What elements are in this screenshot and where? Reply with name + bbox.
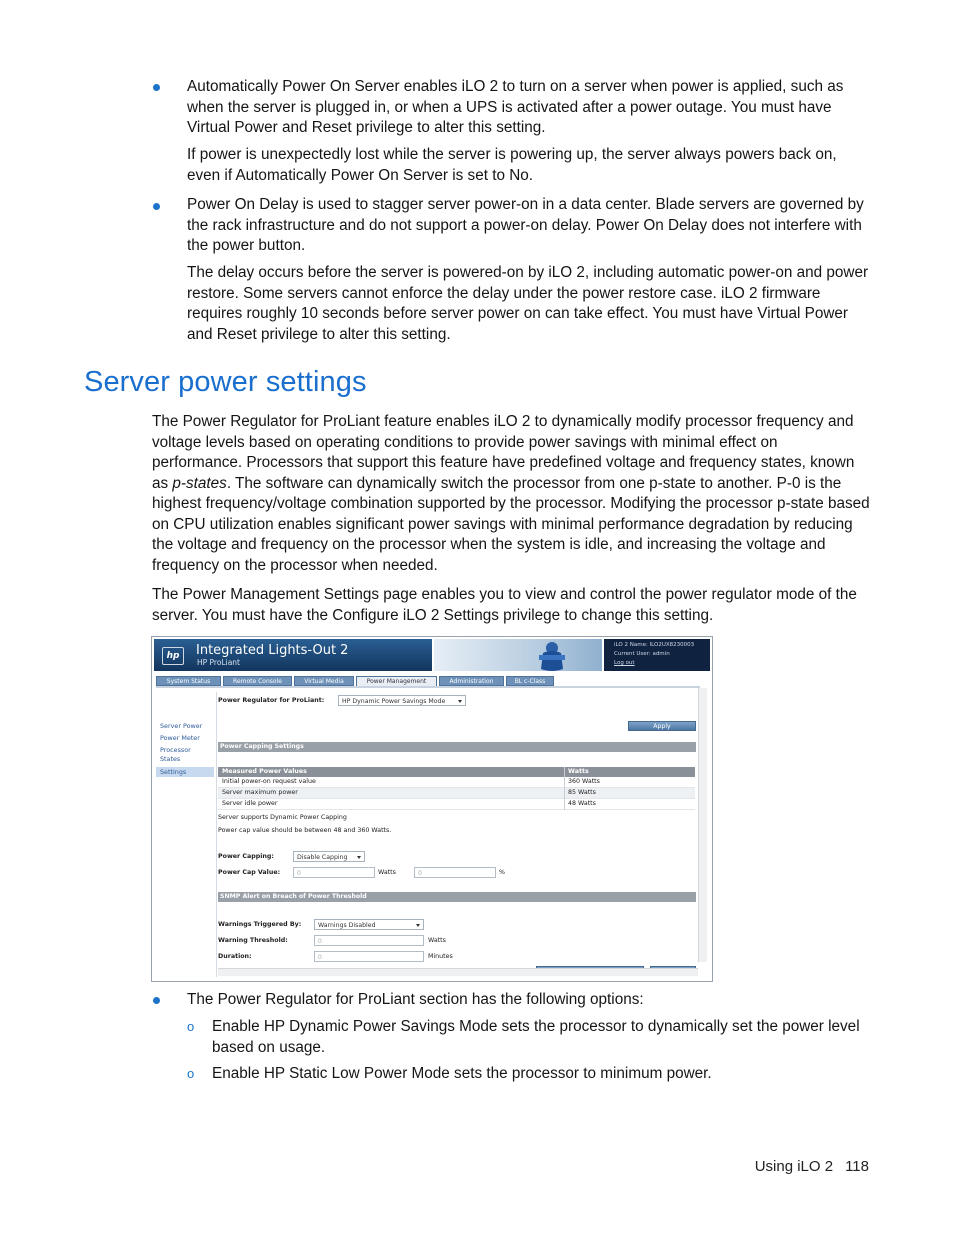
table-row	[218, 788, 695, 799]
row-label: Server maximum power	[222, 789, 298, 796]
tab-power-management[interactable]: Power Management	[356, 676, 437, 687]
table-row	[218, 777, 695, 788]
vertical-scrollbar[interactable]	[698, 688, 707, 962]
ilo-content	[218, 692, 698, 972]
threshold-input[interactable]: 0	[314, 935, 424, 946]
sidebar-item-processor-states-cont[interactable]: States	[160, 755, 181, 763]
table-header	[218, 767, 695, 777]
warnings-select[interactable]: Warnings Disabled	[314, 919, 424, 930]
row-value: 360 Watts	[568, 778, 600, 785]
ilo-banner	[152, 637, 712, 673]
snmp-header: SNMP Alert on Breach of Power Threshold	[218, 892, 696, 902]
duration-label: Duration:	[218, 953, 252, 960]
bullet-text: Automatically Power On Server enables iLO 2 to turn on a server when power is applied, such as when the server is plugged in, or when a UPS is activated after a power outage. You must have Virtual Power and Reset privilege to alter this setting.	[187, 78, 844, 136]
sidebar-item-server-power[interactable]: Server Power	[160, 722, 203, 730]
cap-value-label: Power Cap Value:	[218, 869, 281, 876]
sidebar-divider	[216, 692, 217, 977]
duration-input[interactable]: 0	[314, 951, 424, 962]
capping-label: Power Capping:	[218, 853, 274, 860]
row-value: 85 Watts	[568, 789, 596, 796]
hp-logo-icon: hp	[162, 647, 184, 665]
sub-bullet-marker: o	[187, 1066, 195, 1081]
tab-remote-console[interactable]: Remote Console	[223, 676, 292, 686]
row-label: Initial power-on request value	[222, 778, 316, 785]
cap-range-note: Power cap value should be between 48 and 360 Watts.	[218, 827, 392, 834]
bullet-dot	[153, 203, 160, 210]
sidebar-item-settings[interactable]: Settings	[156, 767, 214, 777]
table-row	[218, 799, 695, 810]
cap-percent-unit: %	[499, 869, 505, 876]
tab-bl-c-class[interactable]: BL c-Class	[506, 676, 554, 686]
sidebar-item-power-meter[interactable]: Power Meter	[160, 734, 200, 742]
options-intro: The Power Regulator for ProLiant section has the following options:	[187, 991, 644, 1008]
cap-watts-input[interactable]: 0	[293, 867, 375, 878]
ilo-screenshot	[151, 636, 713, 982]
page-number: 118	[845, 1158, 869, 1175]
session-info	[604, 639, 710, 671]
regulator-label: Power Regulator for ProLiant:	[218, 697, 325, 704]
capping-header: Power Capping Settings	[218, 742, 696, 752]
banner-graphic	[434, 639, 602, 671]
banner-title-area	[154, 639, 432, 671]
logout-link[interactable]: Log out	[614, 660, 635, 666]
intro-text-b: . The software can dynamically switch the processor from one p-state to another. P-0 is the highest frequency/voltage combination supported by the processor. Modifying the processor p-state based on CPU utilization enables significant power savings with minimal performance degradation by reducing the voltage and frequency on the processor when the system is idle, and increasing the voltage and frequency on the processor when needed.	[152, 474, 870, 574]
sidebar-item-processor-states[interactable]: Processor	[160, 746, 191, 754]
duration-unit: Minutes	[428, 953, 453, 960]
bullet-dot	[153, 997, 160, 1004]
horizontal-scrollbar[interactable]	[218, 968, 698, 976]
tab-administration[interactable]: Administration	[439, 676, 504, 686]
section-title: Server power settings	[84, 366, 367, 398]
server-figure-icon	[537, 639, 567, 673]
ilo-title: Integrated Lights-Out 2	[196, 643, 349, 658]
apply-button[interactable]: Apply	[628, 721, 696, 731]
sub-option-text: Enable HP Dynamic Power Savings Mode sets the processor to dynamically set the power level based on usage.	[212, 1018, 860, 1056]
bullet-text: Power On Delay is used to stagger server power-on in a data center. Blade servers are governed by the rack infrastructure and do not support a power-on delay. Power On Delay does not interfere with the power button.	[187, 196, 864, 254]
row-value: 48 Watts	[568, 800, 596, 807]
bullet-followup: The delay occurs before the server is powered-on by iLO 2, including automatic power-on and power restore. Some servers cannot enforce the delay under the power restore case. iLO 2 firmware requires roughly 10 seconds before server power on can take effect. You must have Virtual Power and Reset privilege to alter this setting.	[187, 264, 869, 343]
col-watts: Watts	[568, 768, 589, 775]
row-label: Server idle power	[222, 800, 278, 807]
col-measured: Measured Power Values	[222, 768, 307, 775]
settings-paragraph: The Power Management Settings page enables you to view and control the power regulator mode of the server. You must have the Configure iLO 2 Settings privilege to change this setting.	[152, 586, 857, 624]
ilo-name-text: iLO 2 Name: ILO2UX8230003	[614, 642, 695, 648]
sub-option-text: Enable HP Static Low Power Mode sets the processor to minimum power.	[212, 1065, 712, 1082]
tab-divider	[156, 686, 700, 688]
intro-text-a: The Power Regulator for ProLiant feature enables iLO 2 to dynamically modify processor frequency and voltage levels based on operating conditions to provide power savings with minimal effect on performance. Processors that support this feature have predefined voltage and frequency states, known as	[152, 413, 855, 492]
cap-watts-unit: Watts	[378, 869, 396, 876]
footer-section: Using iLO 2	[754, 1158, 834, 1175]
ilo-subtitle: HP ProLiant	[197, 658, 240, 667]
tab-system-status[interactable]: System Status	[156, 676, 221, 686]
page-footer	[755, 1158, 869, 1175]
regulator-select[interactable]: HP Dynamic Power Savings Mode	[338, 695, 466, 706]
threshold-label: Warning Threshold:	[218, 937, 288, 944]
cap-percent-input[interactable]: 0	[414, 867, 496, 878]
sub-bullet-marker: o	[187, 1019, 195, 1034]
intro-paragraph	[152, 412, 870, 576]
current-user-text: Current User: admin	[614, 651, 670, 657]
tab-virtual-media[interactable]: Virtual Media	[294, 676, 354, 686]
threshold-unit: Watts	[428, 937, 446, 944]
bullet-followup: If power is unexpectedly lost while the server is powering up, the server always powers back on, even if Automatically Power On Server is set to No.	[187, 146, 837, 184]
capping-select[interactable]: Disable Capping	[293, 851, 365, 862]
warnings-label: Warnings Triggered By:	[218, 921, 302, 928]
table-divider	[564, 767, 565, 810]
intro-term: p-states	[172, 474, 227, 492]
bullet-dot	[153, 84, 160, 91]
capping-support-note: Server supports Dynamic Power Capping	[218, 814, 347, 821]
